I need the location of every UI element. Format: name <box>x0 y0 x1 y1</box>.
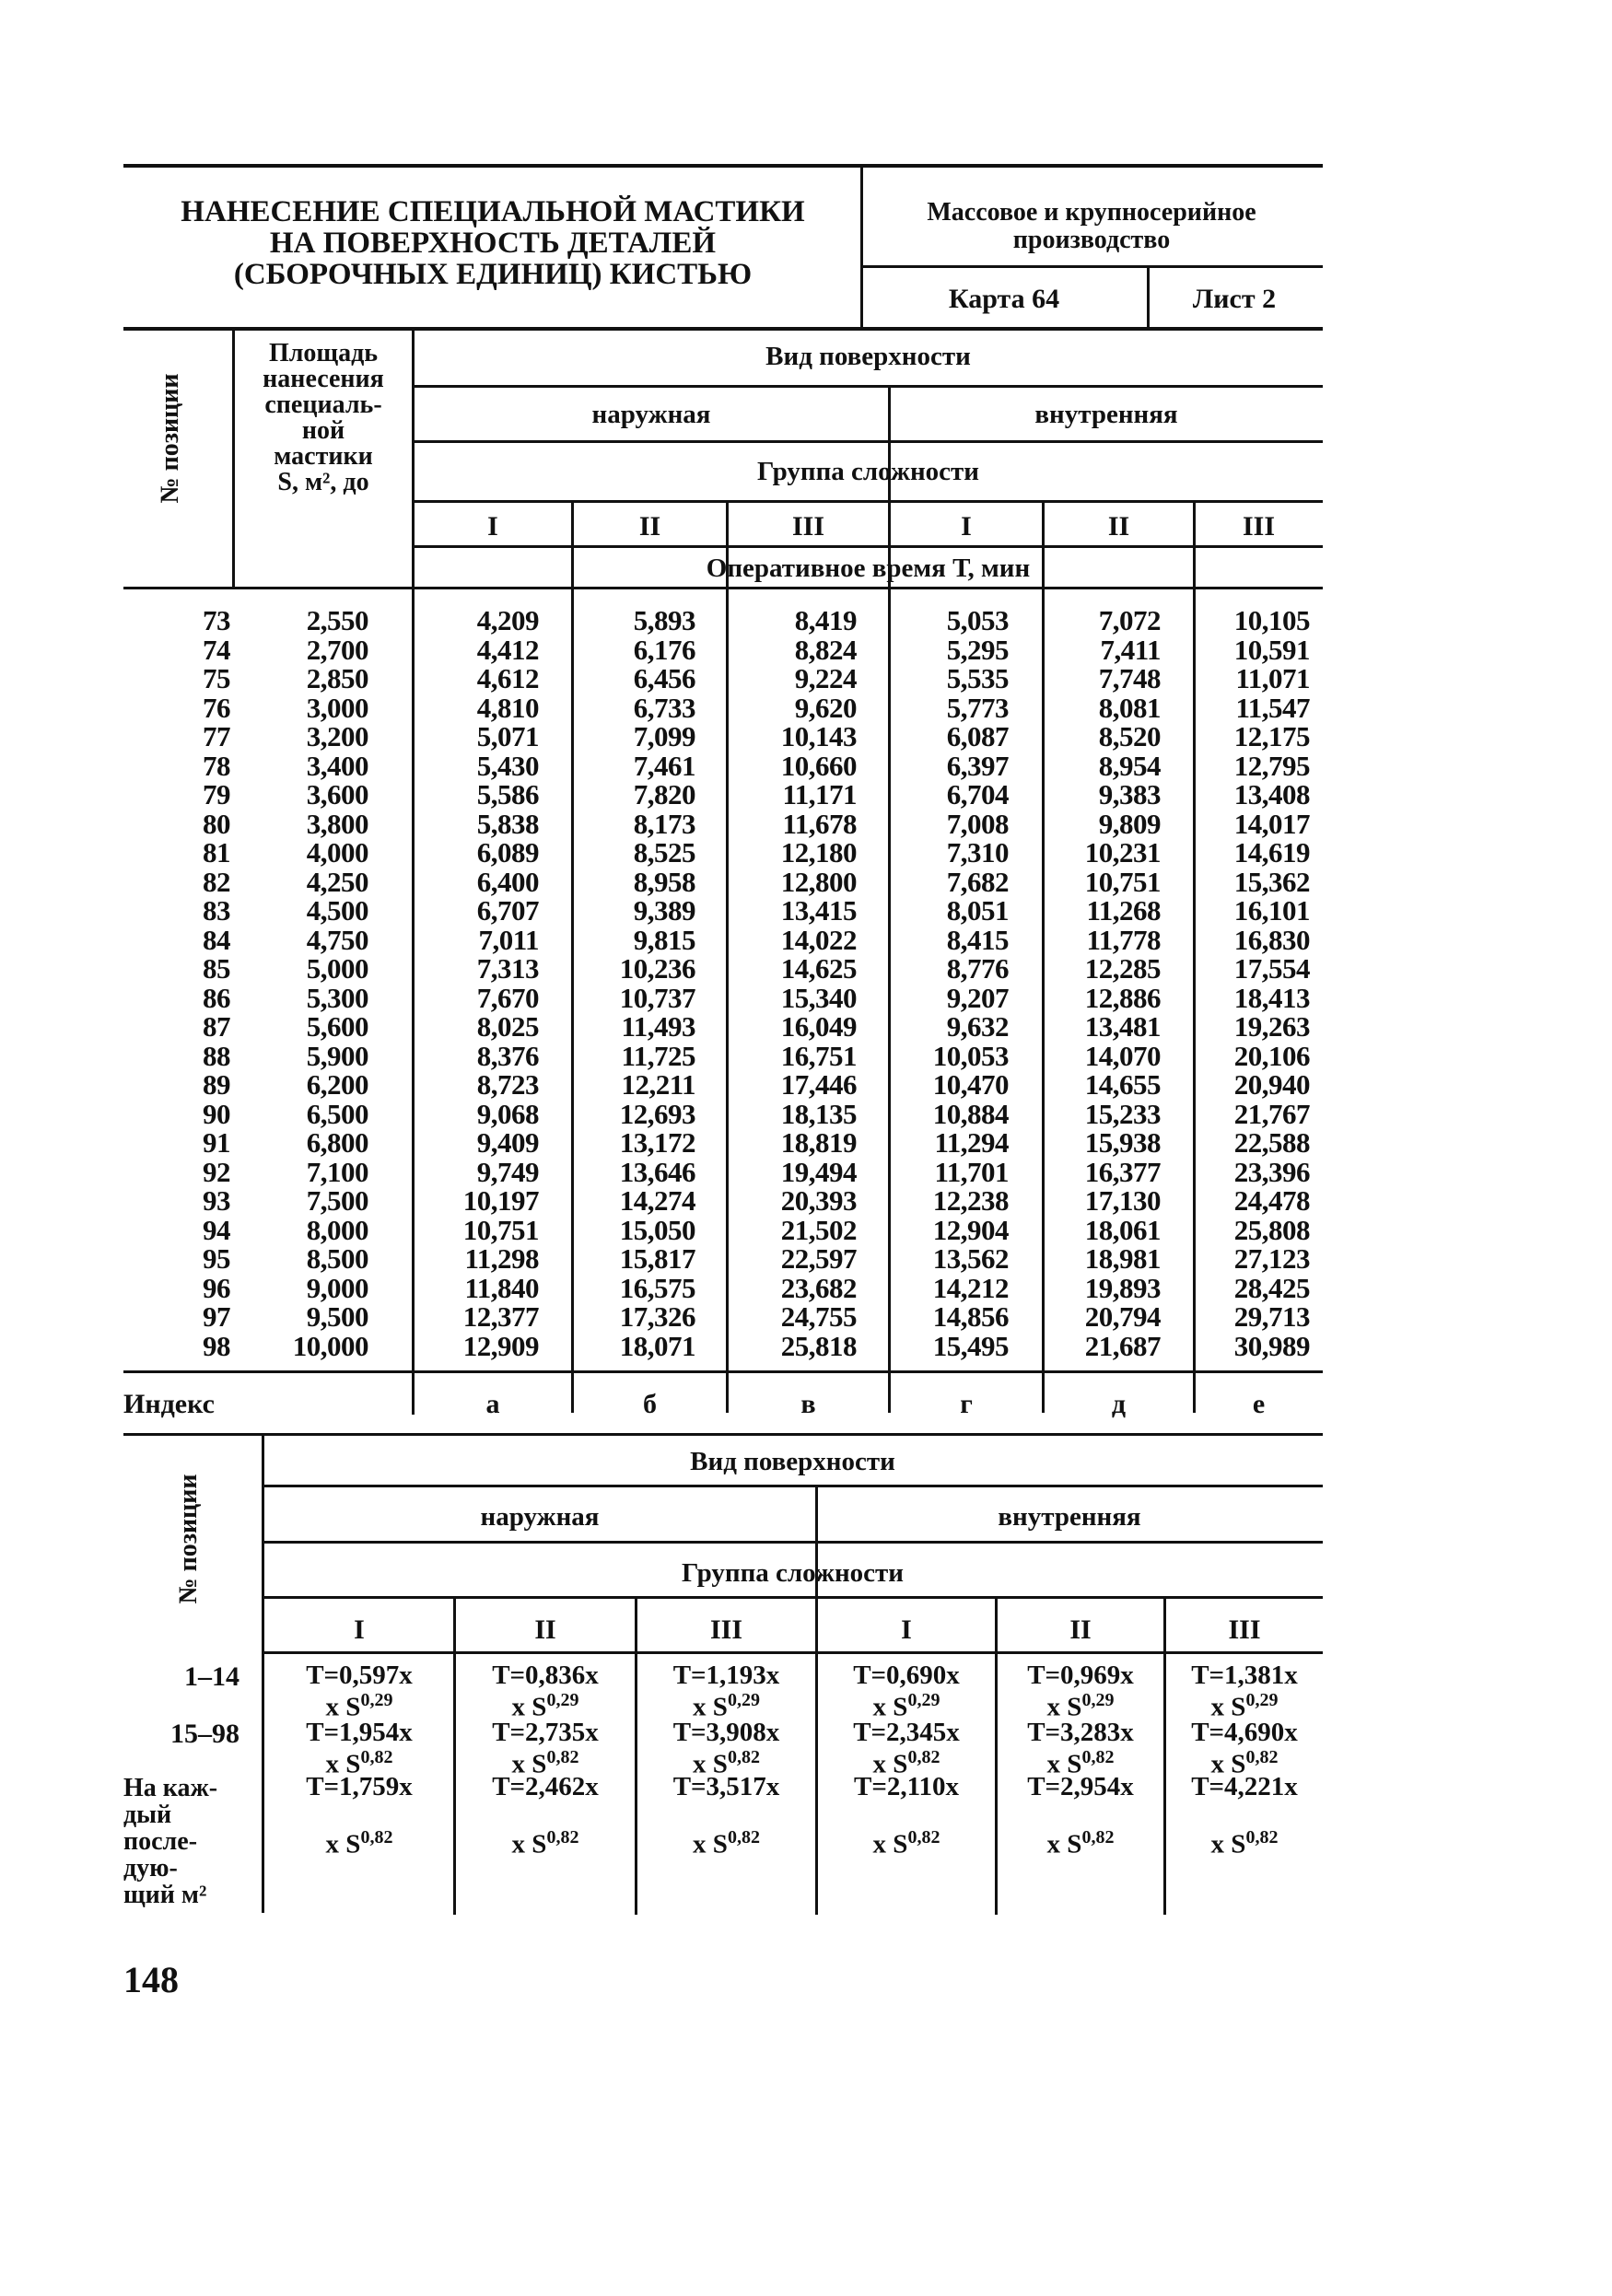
table1-group-3: III <box>791 511 825 542</box>
document-title: НАНЕСЕНИЕ СПЕЦИАЛЬНОЙ МАСТИКИ НА ПОВЕРХНОСТЬ ДЕТАЛЕЙ (СБОРОЧНЫХ ЕДИНИЦ) КИСТЬЮ <box>181 195 805 291</box>
table1-cell: 9,749 <box>476 1155 539 1188</box>
table1-cell: 7,011 <box>478 923 539 956</box>
table1-time-column-3 <box>746 606 857 1360</box>
table1-index-b: б <box>643 1389 657 1419</box>
table1-cell: 15,050 <box>619 1213 695 1246</box>
table2-row-label-1: 1–14 <box>184 1661 239 1692</box>
table1-cell: 7,500 <box>306 1184 368 1217</box>
table1-cell: 18,071 <box>619 1329 695 1362</box>
table1-cell: 86 <box>203 981 230 1014</box>
table1-cell: 4,412 <box>476 633 539 666</box>
table1-cell: 15,817 <box>619 1242 695 1275</box>
table2-formula-cell: T=2,345x x S$^{0,82}$ <box>853 1718 960 1779</box>
table1-cell: 8,723 <box>476 1068 539 1101</box>
table1-cell: 16,751 <box>780 1039 857 1072</box>
table1-cell: 11,840 <box>464 1271 539 1304</box>
table2-formula-cell: T=2,110x x S$^{0,82}$ <box>853 1772 960 1859</box>
table1-cell: 93 <box>203 1184 230 1217</box>
table1-cell: 77 <box>203 720 230 752</box>
table1-rule-group <box>413 500 1323 503</box>
table1-cell: 9,620 <box>794 691 857 724</box>
table1-cell: 2,850 <box>306 662 368 694</box>
table1-cell: 9,207 <box>946 981 1009 1014</box>
table1-cell: 96 <box>203 1271 230 1304</box>
table1-cell: 10,143 <box>780 720 857 752</box>
table2-vline-pos <box>262 1434 264 1913</box>
table1-cell: 7,748 <box>1098 662 1161 694</box>
table2-formula-cell: T=4,221x x S$^{0,82}$ <box>1191 1772 1298 1859</box>
table1-cell: 10,737 <box>619 981 695 1014</box>
table1-index-d: д <box>1111 1389 1127 1419</box>
table1-cell: 82 <box>203 865 230 898</box>
table1-cell: 12,904 <box>932 1213 1009 1246</box>
table1-cell: 6,707 <box>476 894 539 927</box>
table1-cell: 11,701 <box>934 1155 1009 1188</box>
table2-formula-cell: T=1,193x x S$^{0,29}$ <box>672 1661 780 1722</box>
table2-formula-cell: T=1,954x x S$^{0,82}$ <box>306 1718 413 1779</box>
table1-cell: 4,612 <box>476 662 539 694</box>
table1-cell: 19,893 <box>1084 1271 1161 1304</box>
table1-cell: 16,101 <box>1233 894 1310 927</box>
table1-rule-header-bottom <box>123 587 1323 589</box>
table1-cell: 14,625 <box>780 952 857 985</box>
table1-group-4: I <box>961 511 972 542</box>
table1-cell: 3,800 <box>306 807 368 840</box>
table1-cell: 9,068 <box>476 1097 539 1130</box>
table1-cell: 20,393 <box>780 1184 857 1217</box>
table1-cell: 10,751 <box>462 1213 539 1246</box>
table1-cell: 28,425 <box>1233 1271 1310 1304</box>
table1-cell: 6,456 <box>633 662 695 694</box>
table1-cell: 25,818 <box>780 1329 857 1362</box>
table1-cell: 5,600 <box>306 1010 368 1043</box>
table1-cell: 12,886 <box>1084 981 1161 1014</box>
table1-cell: 10,000 <box>292 1329 368 1362</box>
table1-cell: 8,958 <box>633 865 695 898</box>
table1-cell: 16,049 <box>780 1010 857 1043</box>
table1-cell: 92 <box>203 1155 230 1188</box>
table1-cell: 21,502 <box>780 1213 857 1246</box>
table1-cell: 94 <box>203 1213 230 1246</box>
table1-cell: 12,285 <box>1084 952 1161 985</box>
table1-cell: 3,200 <box>306 720 368 752</box>
table1-cell: 97 <box>203 1300 230 1333</box>
table1-cell: 13,408 <box>1233 778 1310 810</box>
table2-formula-cell: T=2,462x x S$^{0,82}$ <box>492 1772 599 1859</box>
table2-group-4: I <box>901 1614 912 1645</box>
table1-cell: 14,655 <box>1084 1068 1161 1101</box>
table1-cell: 7,100 <box>306 1155 368 1188</box>
table1-areas-column <box>267 606 368 1360</box>
table2-group-1: I <box>354 1614 365 1645</box>
table1-cell: 20,106 <box>1233 1039 1310 1072</box>
table1-cell: 13,481 <box>1084 1010 1161 1043</box>
table1-cell: 6,704 <box>946 778 1009 810</box>
table1-cell: 9,500 <box>306 1300 368 1333</box>
table1-position-header: № позиции <box>156 373 184 504</box>
table1-time-column-5 <box>1050 606 1161 1360</box>
table1-cell: 6,397 <box>946 749 1009 782</box>
table1-cell: 91 <box>203 1126 230 1159</box>
table1-cell: 12,377 <box>462 1300 539 1333</box>
table1-cell: 9,632 <box>946 1010 1009 1043</box>
table1-cell: 11,678 <box>782 807 857 840</box>
table1-cell: 7,670 <box>476 981 539 1014</box>
table1-cell: 5,586 <box>476 778 539 810</box>
table1-cell: 11,298 <box>464 1242 539 1275</box>
table1-cell: 5,900 <box>306 1039 368 1072</box>
table1-cell: 12,175 <box>1233 720 1310 752</box>
table1-cell: 3,400 <box>306 749 368 782</box>
table1-cell: 11,725 <box>621 1039 695 1072</box>
table2-group-header: Группа сложности <box>681 1558 905 1588</box>
table1-cell: 6,733 <box>633 691 695 724</box>
table2-position-header: № позиции <box>174 1474 203 1604</box>
table1-cell: 7,461 <box>633 749 695 782</box>
table1-cell: 10,231 <box>1084 836 1161 868</box>
table1-cell: 10,053 <box>932 1039 1009 1072</box>
table1-cell: 2,700 <box>306 633 368 666</box>
table1-cell: 8,419 <box>794 604 857 636</box>
table2-group-6: III <box>1228 1614 1261 1645</box>
table1-cell: 98 <box>203 1329 230 1362</box>
table2-rule-outer-inner <box>263 1541 1323 1544</box>
table1-cell: 83 <box>203 894 230 927</box>
table2-group-3: III <box>709 1614 743 1645</box>
table1-cell: 9,409 <box>476 1126 539 1159</box>
table1-cell: 9,383 <box>1098 778 1161 810</box>
table1-cell: 11,071 <box>1235 662 1310 694</box>
table1-cell: 5,773 <box>946 691 1009 724</box>
table1-cell: 4,500 <box>306 894 368 927</box>
table1-cell: 10,591 <box>1233 633 1310 666</box>
table1-cell: 13,415 <box>780 894 857 927</box>
table1-cell: 8,173 <box>633 807 695 840</box>
table1-group-1: I <box>487 511 498 542</box>
table1-cell: 24,478 <box>1233 1184 1310 1217</box>
table1-cell: 78 <box>203 749 230 782</box>
table1-cell: 12,211 <box>621 1068 695 1101</box>
table1-cell: 8,376 <box>476 1039 539 1072</box>
table1-cell: 25,808 <box>1233 1213 1310 1246</box>
table1-time-header: Оперативное время Т, мин <box>706 554 1031 583</box>
table1-cell: 17,326 <box>619 1300 695 1333</box>
table1-cell: 10,751 <box>1084 865 1161 898</box>
table1-index-a: а <box>485 1389 500 1419</box>
table1-cell: 7,008 <box>946 807 1009 840</box>
table2-formula-cell: T=3,283x x S$^{0,82}$ <box>1027 1718 1134 1779</box>
table1-cell: 7,820 <box>633 778 695 810</box>
header-card-sheet-divider <box>1147 265 1150 328</box>
card-number: Карта 64 <box>948 284 1060 314</box>
table1-cell: 10,197 <box>462 1184 539 1217</box>
table1-cell: 5,295 <box>946 633 1009 666</box>
table2-rule-surface <box>263 1485 1323 1487</box>
table1-cell: 8,954 <box>1098 749 1161 782</box>
header-right-mid-rule <box>860 265 1323 268</box>
table1-cell: 13,646 <box>619 1155 695 1188</box>
table2-row-label-3: На каж- дый после- дую- щий м² <box>123 1774 218 1909</box>
table1-inner-header: внутренняя <box>1034 400 1178 429</box>
table1-cell: 5,893 <box>633 604 695 636</box>
table1-cell: 12,180 <box>780 836 857 868</box>
table1-cell: 14,022 <box>780 923 857 956</box>
table1-cell: 14,856 <box>932 1300 1009 1333</box>
table2-formula-cell: T=0,969x x S$^{0,29}$ <box>1027 1661 1134 1722</box>
table2-formula-cell: T=1,759x x S$^{0,82}$ <box>306 1772 413 1859</box>
table1-cell: 6,800 <box>306 1126 368 1159</box>
table1-cell: 14,619 <box>1233 836 1310 868</box>
table1-positions-column <box>138 606 230 1360</box>
table1-cell: 6,500 <box>306 1097 368 1130</box>
table1-cell: 11,547 <box>1235 691 1310 724</box>
table1-cell: 10,660 <box>780 749 857 782</box>
table1-cell: 10,470 <box>932 1068 1009 1101</box>
table1-cell: 8,081 <box>1098 691 1161 724</box>
table2-formula-cell: T=0,836x x S$^{0,29}$ <box>492 1661 599 1722</box>
table1-cell: 6,200 <box>306 1068 368 1101</box>
table1-rule-data-bottom <box>123 1370 1323 1373</box>
table1-cell: 16,377 <box>1084 1155 1161 1188</box>
table1-group-header: Группа сложности <box>756 457 980 486</box>
table1-cell: 8,025 <box>476 1010 539 1043</box>
table1-cell: 73 <box>203 604 230 636</box>
table2-formula-cell: T=4,690x x S$^{0,82}$ <box>1191 1718 1298 1779</box>
table1-cell: 79 <box>203 778 230 810</box>
table1-cell: 6,087 <box>946 720 1009 752</box>
table2-formula-cell: T=2,735x x S$^{0,82}$ <box>492 1718 599 1779</box>
table2-inner-header: внутренняя <box>998 1502 1141 1532</box>
table1-rule-roman <box>413 545 1323 548</box>
table1-cell: 89 <box>203 1068 230 1101</box>
table2-surface-header: Вид поверхности <box>690 1447 895 1476</box>
table1-cell: 29,713 <box>1233 1300 1310 1333</box>
table1-cell: 27,123 <box>1233 1242 1310 1275</box>
table1-cell: 14,212 <box>932 1271 1009 1304</box>
table1-cell: 17,130 <box>1084 1184 1161 1217</box>
table1-cell: 9,389 <box>633 894 695 927</box>
page-number: 148 <box>123 1959 179 2000</box>
table1-rule-outer-inner <box>413 440 1323 443</box>
table1-cell: 88 <box>203 1039 230 1072</box>
table1-area-header: Площадь нанесения специаль- ной мастики S, м², до <box>263 339 384 496</box>
table1-cell: 18,135 <box>780 1097 857 1130</box>
table2-group-2: II <box>534 1614 556 1645</box>
table1-time-column-2 <box>590 606 695 1360</box>
header-divider <box>860 164 863 328</box>
table2-outer-header: наружная <box>480 1502 600 1532</box>
table1-cell: 11,493 <box>621 1010 695 1043</box>
table1-cell: 20,794 <box>1084 1300 1161 1333</box>
table1-cell: 5,300 <box>306 981 368 1014</box>
table1-cell: 11,171 <box>782 778 857 810</box>
table1-cell: 5,000 <box>306 952 368 985</box>
table1-cell: 18,413 <box>1233 981 1310 1014</box>
table1-cell: 18,981 <box>1084 1242 1161 1275</box>
table1-cell: 4,250 <box>306 865 368 898</box>
table1-rule-surface <box>413 385 1323 388</box>
table1-cell: 14,274 <box>619 1184 695 1217</box>
table1-cell: 16,575 <box>619 1271 695 1304</box>
table1-cell: 15,495 <box>932 1329 1009 1362</box>
table1-cell: 76 <box>203 691 230 724</box>
table1-cell: 15,938 <box>1084 1126 1161 1159</box>
production-type: Массовое и крупносерийное производство <box>927 198 1256 254</box>
table1-cell: 30,989 <box>1233 1329 1310 1362</box>
table1-cell: 21,767 <box>1233 1097 1310 1130</box>
table1-cell: 3,000 <box>306 691 368 724</box>
table1-cell: 12,693 <box>619 1097 695 1130</box>
table1-time-column-1 <box>433 606 539 1360</box>
table1-cell: 18,061 <box>1084 1213 1161 1246</box>
table1-time-column-4 <box>903 606 1009 1360</box>
table1-cell: 23,396 <box>1233 1155 1310 1188</box>
table1-cell: 24,755 <box>780 1300 857 1333</box>
table1-group-6: III <box>1242 511 1276 542</box>
table1-cell: 4,000 <box>306 836 368 868</box>
table1-cell: 9,224 <box>794 662 857 694</box>
table2-formula-cell: T=3,908x x S$^{0,82}$ <box>672 1718 780 1779</box>
table1-cell: 15,340 <box>780 981 857 1014</box>
table1-cell: 6,400 <box>476 865 539 898</box>
table1-cell: 11,294 <box>934 1126 1009 1159</box>
table1-cell: 21,687 <box>1084 1329 1161 1362</box>
table1-cell: 95 <box>203 1242 230 1275</box>
table1-cell: 15,362 <box>1233 865 1310 898</box>
table1-cell: 10,884 <box>932 1097 1009 1130</box>
table1-time-column-6 <box>1197 606 1310 1360</box>
table1-cell: 12,238 <box>932 1184 1009 1217</box>
table1-top-rule <box>123 327 1323 331</box>
table1-surface-header: Вид поверхности <box>765 342 971 371</box>
table1-cell: 19,494 <box>780 1155 857 1188</box>
table1-cell: 7,072 <box>1098 604 1161 636</box>
table1-vline-area <box>412 328 415 1415</box>
table1-cell: 8,525 <box>633 836 695 868</box>
table1-cell: 14,017 <box>1233 807 1310 840</box>
table1-cell: 75 <box>203 662 230 694</box>
table1-vline-c5 <box>1193 501 1196 1413</box>
table2-formula-cell: T=1,381x x S$^{0,29}$ <box>1191 1661 1298 1722</box>
table1-cell: 12,800 <box>780 865 857 898</box>
table1-cell: 7,682 <box>946 865 1009 898</box>
table1-cell: 17,554 <box>1233 952 1310 985</box>
table1-cell: 6,089 <box>476 836 539 868</box>
table1-cell: 74 <box>203 633 230 666</box>
table1-outer-header: наружная <box>591 400 711 429</box>
table1-cell: 5,053 <box>946 604 1009 636</box>
table1-cell: 9,809 <box>1098 807 1161 840</box>
table1-cell: 85 <box>203 952 230 985</box>
table1-cell: 10,236 <box>619 952 695 985</box>
table1-vline-c1 <box>571 501 574 1413</box>
table1-cell: 4,209 <box>476 604 539 636</box>
table1-cell: 90 <box>203 1097 230 1130</box>
table1-cell: 8,000 <box>306 1213 368 1246</box>
table2-formula-cell: T=0,597x x S$^{0,29}$ <box>306 1661 413 1722</box>
table1-rule-index-bottom <box>123 1433 1323 1436</box>
table2-formula-cell: T=2,954x x S$^{0,82}$ <box>1027 1772 1134 1859</box>
table1-cell: 80 <box>203 807 230 840</box>
table1-cell: 8,051 <box>946 894 1009 927</box>
table1-cell: 16,830 <box>1233 923 1310 956</box>
table1-group-2: II <box>638 511 661 542</box>
table1-cell: 6,176 <box>633 633 695 666</box>
table1-cell: 14,070 <box>1084 1039 1161 1072</box>
table1-cell: 7,099 <box>633 720 695 752</box>
table1-cell: 22,588 <box>1233 1126 1310 1159</box>
table1-index-v: в <box>800 1389 816 1419</box>
sheet-number: Лист 2 <box>1192 284 1277 314</box>
table1-cell: 20,940 <box>1233 1068 1310 1101</box>
table1-cell: 22,597 <box>780 1242 857 1275</box>
table2-row-label-2: 15–98 <box>170 1719 239 1749</box>
table2-formula-cell: T=3,517x x S$^{0,82}$ <box>672 1772 780 1859</box>
table2-formula-cell: T=0,690x x S$^{0,29}$ <box>853 1661 960 1722</box>
table1-cell: 3,600 <box>306 778 368 810</box>
table1-cell: 15,233 <box>1084 1097 1161 1130</box>
table1-cell: 8,824 <box>794 633 857 666</box>
table1-cell: 5,838 <box>476 807 539 840</box>
table1-cell: 19,263 <box>1233 1010 1310 1043</box>
table1-cell: 7,313 <box>476 952 539 985</box>
table2-group-5: II <box>1069 1614 1092 1645</box>
table1-cell: 8,500 <box>306 1242 368 1275</box>
table1-cell: 17,446 <box>780 1068 857 1101</box>
table1-cell: 8,776 <box>946 952 1009 985</box>
table1-cell: 4,810 <box>476 691 539 724</box>
table1-cell: 87 <box>203 1010 230 1043</box>
table1-index-g: г <box>960 1389 973 1419</box>
table1-vline-pos <box>232 328 235 588</box>
table1-index-label: Индекс <box>123 1389 215 1419</box>
table1-cell: 12,795 <box>1233 749 1310 782</box>
table1-group-5: II <box>1107 511 1130 542</box>
table1-cell: 9,815 <box>633 923 695 956</box>
table1-cell: 13,562 <box>932 1242 1009 1275</box>
table1-cell: 11,268 <box>1086 894 1161 927</box>
table1-cell: 10,105 <box>1233 604 1310 636</box>
table1-cell: 5,430 <box>476 749 539 782</box>
header-top-rule <box>123 164 1323 168</box>
table1-cell: 23,682 <box>780 1271 857 1304</box>
table1-cell: 2,550 <box>306 604 368 636</box>
table1-cell: 13,172 <box>619 1126 695 1159</box>
table1-cell: 8,415 <box>946 923 1009 956</box>
table1-vline-c4 <box>1042 501 1045 1413</box>
table1-cell: 12,909 <box>462 1329 539 1362</box>
table1-cell: 4,750 <box>306 923 368 956</box>
table1-cell: 5,071 <box>476 720 539 752</box>
table1-index-e: е <box>1252 1389 1266 1419</box>
table1-cell: 84 <box>203 923 230 956</box>
table1-cell: 7,310 <box>946 836 1009 868</box>
table1-cell: 81 <box>203 836 230 868</box>
table1-cell: 8,520 <box>1098 720 1161 752</box>
table1-vline-c2 <box>726 501 729 1413</box>
table1-cell: 9,000 <box>306 1271 368 1304</box>
table1-cell: 18,819 <box>780 1126 857 1159</box>
table1-cell: 7,411 <box>1100 633 1161 666</box>
table1-cell: 11,778 <box>1086 923 1161 956</box>
table1-cell: 5,535 <box>946 662 1009 694</box>
